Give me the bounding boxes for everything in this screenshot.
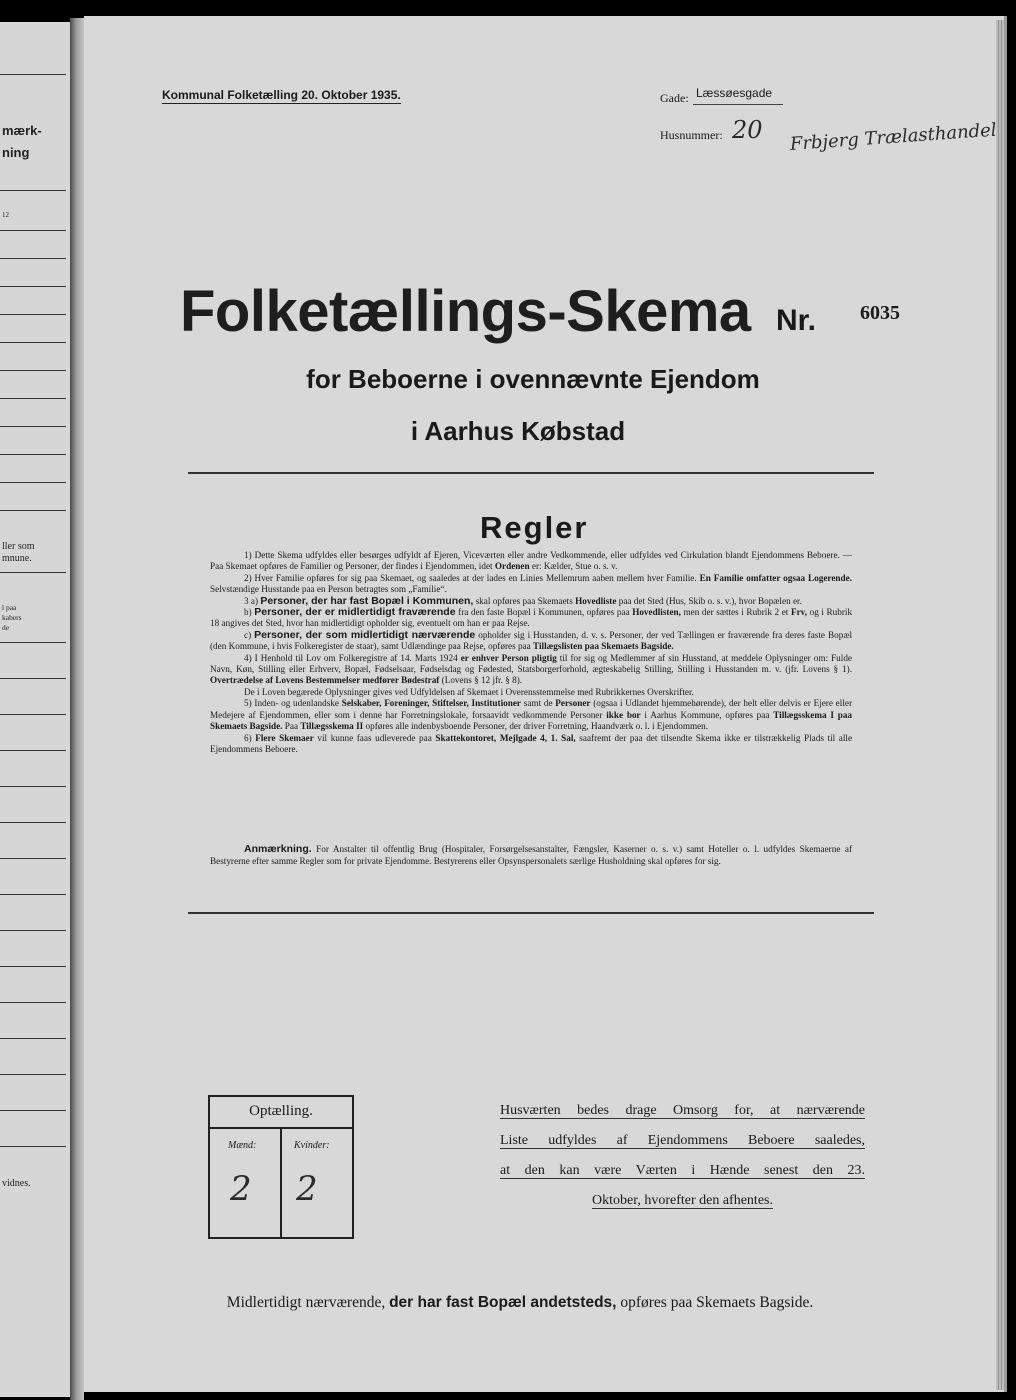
form-number-label: Nr. [776, 304, 817, 337]
fragment-text: ning [2, 145, 30, 160]
count-title: Optælling. [249, 1103, 313, 1119]
notice-line: at den kan være Værten i Hænde senest den 23. [500, 1163, 865, 1178]
form-title: Folketællings-Skema [180, 279, 751, 344]
divider [188, 912, 874, 914]
street-label: Gade: [660, 91, 689, 105]
remark-text: Anmærkning. For Anstalter til offentlig Brug (Hospitaler, Forsørgelsesanstalter, Fængsler, Kaserner o. s. v.) samt Hoteller o. l. udfyldes Skemaerne af Bestyrerne efter samme Regler som for private Ejendomme. Bestyrerens eller Opsynspersonalets særlige Husholdning skal opføres for sig. [210, 843, 853, 866]
form-subtitle-city: i Aarhus Købstad [410, 416, 626, 446]
ruled-line [0, 786, 66, 787]
ruled-line [0, 1074, 66, 1075]
census-header: Kommunal Folketælling 20. Oktober 1935. [162, 88, 401, 102]
rule-5: 5) Inden- og udenlandske Selskaber, Foreninger, Stiftelser, Institutioner samt de Personer (ogsaa i Udlandet hjemmehørende), der helt eller delvis er Ejere eller Medejere af Ejendommen, eller som i denne har Forretningslokale, forsaavidt vedkommende Personer ikke bor i Aarhus Kommune, opføres paa Tillægsskema I paa Skemaets Bagside. Paa Tillægsskema II opføres alle indenbysboende Personer, der driver Forretning, Haandværk o. l. i Ejendommen. [210, 698, 853, 732]
landlord-notice [500, 1096, 865, 1216]
rule-3a: 3 a) Personer, der har fast Bopæl i Kommunen, skal opføres paa Skemaets Hovedliste paa det Sted (Hus, Skib o. s. v.), hvor Bopælen er. [244, 594, 802, 607]
ruled-line [0, 822, 66, 823]
count-column-divider [280, 1127, 282, 1237]
rules-text [210, 550, 852, 755]
ruled-line [0, 572, 66, 573]
women-label: Kvinder: [294, 1140, 330, 1151]
rule-4b: De i Loven begærede Oplysninger gives ved Udfyldelsen af Skemaet i Overensstemmelse med Rubrikkernes Overskrifter. [244, 686, 694, 697]
ruled-line [0, 678, 66, 679]
ruled-line [0, 858, 66, 859]
page-edge [996, 20, 1004, 1390]
ruled-line [0, 1002, 66, 1003]
men-count: 2 [230, 1169, 252, 1209]
ruled-line [0, 510, 66, 511]
fragment-text: vidnes. [2, 1178, 31, 1189]
book-gutter [70, 18, 84, 1400]
count-box [208, 1095, 354, 1239]
men-label: Mænd: [228, 1140, 257, 1151]
fragment-text: ller som [2, 541, 35, 552]
footer-note: Midlertidigt nærværende, der har fast Bopæl andetsteds, opføres paa Skemaets Bagside. [226, 1294, 814, 1311]
form-subtitle: for Beboerne i ovennævnte Ejendom [306, 364, 760, 394]
ruled-line [0, 642, 66, 643]
women-count: 2 [296, 1169, 318, 1209]
ruled-line [0, 750, 66, 751]
fragment-text: l paa [2, 603, 17, 612]
notice-line: Husværten bedes drage Omsorg for, at nærværende [500, 1103, 865, 1118]
ruled-line [0, 1146, 66, 1147]
rule-1: 1) Dette Skema udfyldes eller besørges udfyldt af Ejeren, Viceværten eller andre Vedkommende, eller udfyldes ved Cirkulation blandt Ejendommens Beboere. — Paa Skemaet opføres de Familier og Personer, der findes i Ejendommen, idet Ordenen er: Kælder, Stue o. s. v. [210, 550, 852, 572]
remark-label: Anmærkning. [244, 843, 312, 855]
notice-line: Liste udfyldes af Ejendommens Beboere saaledes, [500, 1133, 865, 1148]
handwritten-note: Frbjerg Trælasthandel [789, 119, 998, 155]
ruled-line [0, 230, 66, 231]
ruled-line [0, 1038, 66, 1039]
rule-3b: b) Personer, der er midlertidigt fraværende fra den faste Bopæl i Kommunen, opføres paa Hovedlisten, men der sættes i Rubrik 2 et Frv, og i Rubrik 18 angives det Sted, hvor han midlertidigt opholder sig, eventuelt om han er paa Rejse. [210, 606, 853, 629]
ruled-line [0, 966, 66, 967]
fragment-text: 12 [2, 211, 9, 219]
ruled-line [0, 482, 66, 483]
rule-3c: c) Personer, der som midlertidigt nærværende opholder sig i Husstanden, d. v. s. Personer, der ved Tællingen er fraværende fra deres faste Bopæl (den Kommune, i hvis Folkeregister de staar), samt Udlændinge paa Rejse, opføres paa Tillægslisten paa Skemaets Bagside. [210, 628, 853, 652]
rule-4: 4) I Henhold til Lov om Folkeregistre af 14. Marts 1924 er enhver Person pligtig til for sig og Medlemmer af sin Husstand, at meddele Oplysninger om: Fulde Navn, Køn, Stilling eller Erhverv, Bopæl, Fødselsaar, Fødselsdag og Fødested, Statsborgerforhold, ægteskabelig Stilling, Stilling i Husstanden m. v. (jfr. Lovens § 1). Overtrædelse af Lovens Bestemmelser medfører Bødestraf (Lovens § 12 jfr. § 8). [210, 652, 852, 686]
rule-2: 2) Hver Familie opføres for sig paa Skemaet, og saaledes at der lades en Linies Mellemrum aaben mellem hver Familie. En Familie omfatter ogsaa Logerende. Selvstændige Husstande paa en Person betragtes som „Familie“. [210, 572, 852, 595]
ruled-line [0, 314, 66, 315]
fragment-text: de [2, 623, 10, 632]
ruled-line [0, 190, 66, 191]
ruled-line [0, 930, 66, 931]
fragment-text: kabers [2, 613, 22, 622]
street-underline [693, 104, 783, 105]
ruled-line [0, 286, 66, 287]
house-number-label: Husnummer: [660, 128, 723, 142]
fragment-text: mnune. [2, 553, 32, 564]
notice-line: Oktober, hvorefter den afhentes. [592, 1193, 773, 1208]
adjacent-page [0, 22, 70, 1397]
ruled-line [0, 894, 66, 895]
rule-6: 6) Flere Skemaer vil kunne faas udleverede paa Skattekontoret, Mejlgade 4, 1. Sal, saafremt der paa det tilsendte Skema ikke er tilstrækkelig Plads til alle Ejendommens Beboere. [210, 732, 853, 754]
street-value: Læssøesgade [696, 86, 773, 100]
ruled-line [0, 714, 66, 715]
ruled-line [0, 258, 66, 259]
ruled-line [0, 342, 66, 343]
divider [188, 472, 874, 474]
form-number: 6035 [860, 302, 900, 324]
ruled-line [0, 1110, 66, 1111]
ruled-line [0, 454, 66, 455]
house-number-value: 20 [732, 116, 763, 144]
rules-heading: Regler [480, 510, 589, 545]
ruled-line [0, 74, 66, 75]
ruled-line [0, 398, 66, 399]
fragment-text: mærk- [2, 123, 42, 138]
